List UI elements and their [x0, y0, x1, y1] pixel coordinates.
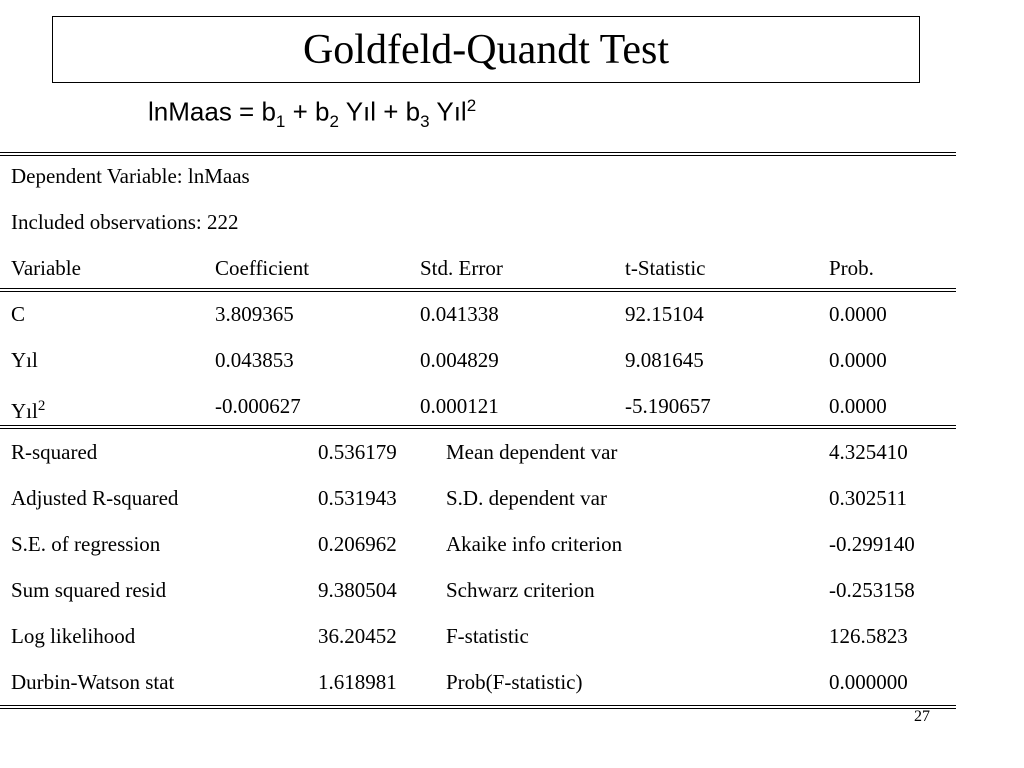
statistic-row — [0, 429, 956, 475]
stat-label-left: Durbin-Watson stat — [11, 670, 175, 694]
stat-value-right: -0.299140 — [829, 532, 915, 556]
coefficient-header-row — [0, 245, 956, 291]
coefficient-row — [0, 291, 956, 337]
equation-var-1: Yıl + b — [338, 96, 421, 127]
stat-label-left: S.E. of regression — [11, 532, 161, 556]
stat-value-right: 4.325410 — [829, 440, 908, 464]
dependent-variable-text: Dependent Variable: lnMaas — [11, 164, 250, 188]
stat-label-right: Mean dependent var — [446, 440, 618, 464]
equation-lhs: lnMaas = b — [148, 96, 276, 127]
equation-sub-2: 2 — [329, 111, 339, 131]
equation-sub-1: 1 — [275, 111, 286, 131]
stat-value-left: 0.536179 — [318, 440, 397, 464]
stat-label-left: R-squared — [11, 440, 98, 464]
stat-label-right: S.D. dependent var — [446, 486, 607, 510]
stat-label-right: Akaike info criterion — [446, 532, 623, 556]
coef-variable-exponent: 2 — [37, 398, 46, 414]
statistic-row — [0, 567, 956, 613]
stat-value-left: 0.531943 — [318, 486, 397, 510]
stat-value-right: 126.5823 — [829, 624, 908, 648]
statistic-row — [0, 521, 956, 567]
header-std-error: Std. Error — [420, 256, 503, 280]
stat-value-left: 1.618981 — [318, 670, 397, 694]
included-observations-row — [0, 199, 956, 245]
coef-value: -0.000627 — [215, 394, 301, 418]
stat-value-left: 36.20452 — [318, 624, 397, 648]
coef-value: 0.043853 — [215, 348, 294, 372]
header-prob: Prob. — [829, 256, 874, 280]
coef-std-error: 0.000121 — [420, 394, 499, 418]
stat-label-right: F-statistic — [446, 624, 529, 648]
stat-value-right: -0.253158 — [829, 578, 915, 602]
header-variable: Variable — [11, 256, 81, 280]
stat-value-left: 0.206962 — [318, 532, 397, 556]
stat-label-right: Prob(F-statistic) — [446, 670, 583, 694]
stat-value-left: 9.380504 — [318, 578, 397, 602]
title-box — [52, 16, 920, 83]
stat-value-right: 0.302511 — [829, 486, 907, 510]
dependent-variable-row — [0, 153, 956, 199]
stat-label-right: Schwarz criterion — [446, 578, 595, 602]
slide-title: Goldfeld-Quandt Test — [302, 26, 670, 73]
table-bottom-rule — [0, 705, 956, 709]
coef-t-statistic: -5.190657 — [625, 394, 711, 418]
coef-value: 3.809365 — [215, 302, 294, 326]
equation-plus-1: + b — [285, 96, 330, 127]
coef-variable: C — [11, 302, 26, 326]
coef-prob: 0.0000 — [829, 348, 887, 372]
coef-variable: Yıl — [11, 348, 38, 372]
stat-label-left: Adjusted R-squared — [11, 486, 179, 510]
equation-sup: 2 — [466, 96, 477, 115]
equation-var-2: Yıl — [429, 96, 467, 127]
included-observations-text: Included observations: 222 — [11, 210, 239, 234]
coef-variable-name: Yıl — [11, 399, 38, 423]
stat-label-left: Log likelihood — [11, 624, 136, 648]
coef-std-error: 0.041338 — [420, 302, 499, 326]
statistic-row — [0, 613, 956, 659]
stat-value-right: 0.000000 — [829, 670, 908, 694]
coef-prob: 0.0000 — [829, 394, 887, 418]
equation-sub-3: 3 — [420, 111, 430, 131]
coef-t-statistic: 92.15104 — [625, 302, 704, 326]
coef-std-error: 0.004829 — [420, 348, 499, 372]
header-t-statistic: t-Statistic — [625, 256, 706, 280]
header-coefficient: Coefficient — [215, 256, 310, 280]
coef-prob: 0.0000 — [829, 302, 887, 326]
coefficient-row — [0, 337, 956, 383]
statistic-row — [0, 659, 956, 705]
coef-t-statistic: 9.081645 — [625, 348, 704, 372]
regression-equation — [148, 96, 476, 132]
page-number: 27 — [914, 708, 930, 725]
statistic-row — [0, 475, 956, 521]
coefficient-row — [0, 383, 956, 429]
stat-label-left: Sum squared resid — [11, 578, 167, 602]
